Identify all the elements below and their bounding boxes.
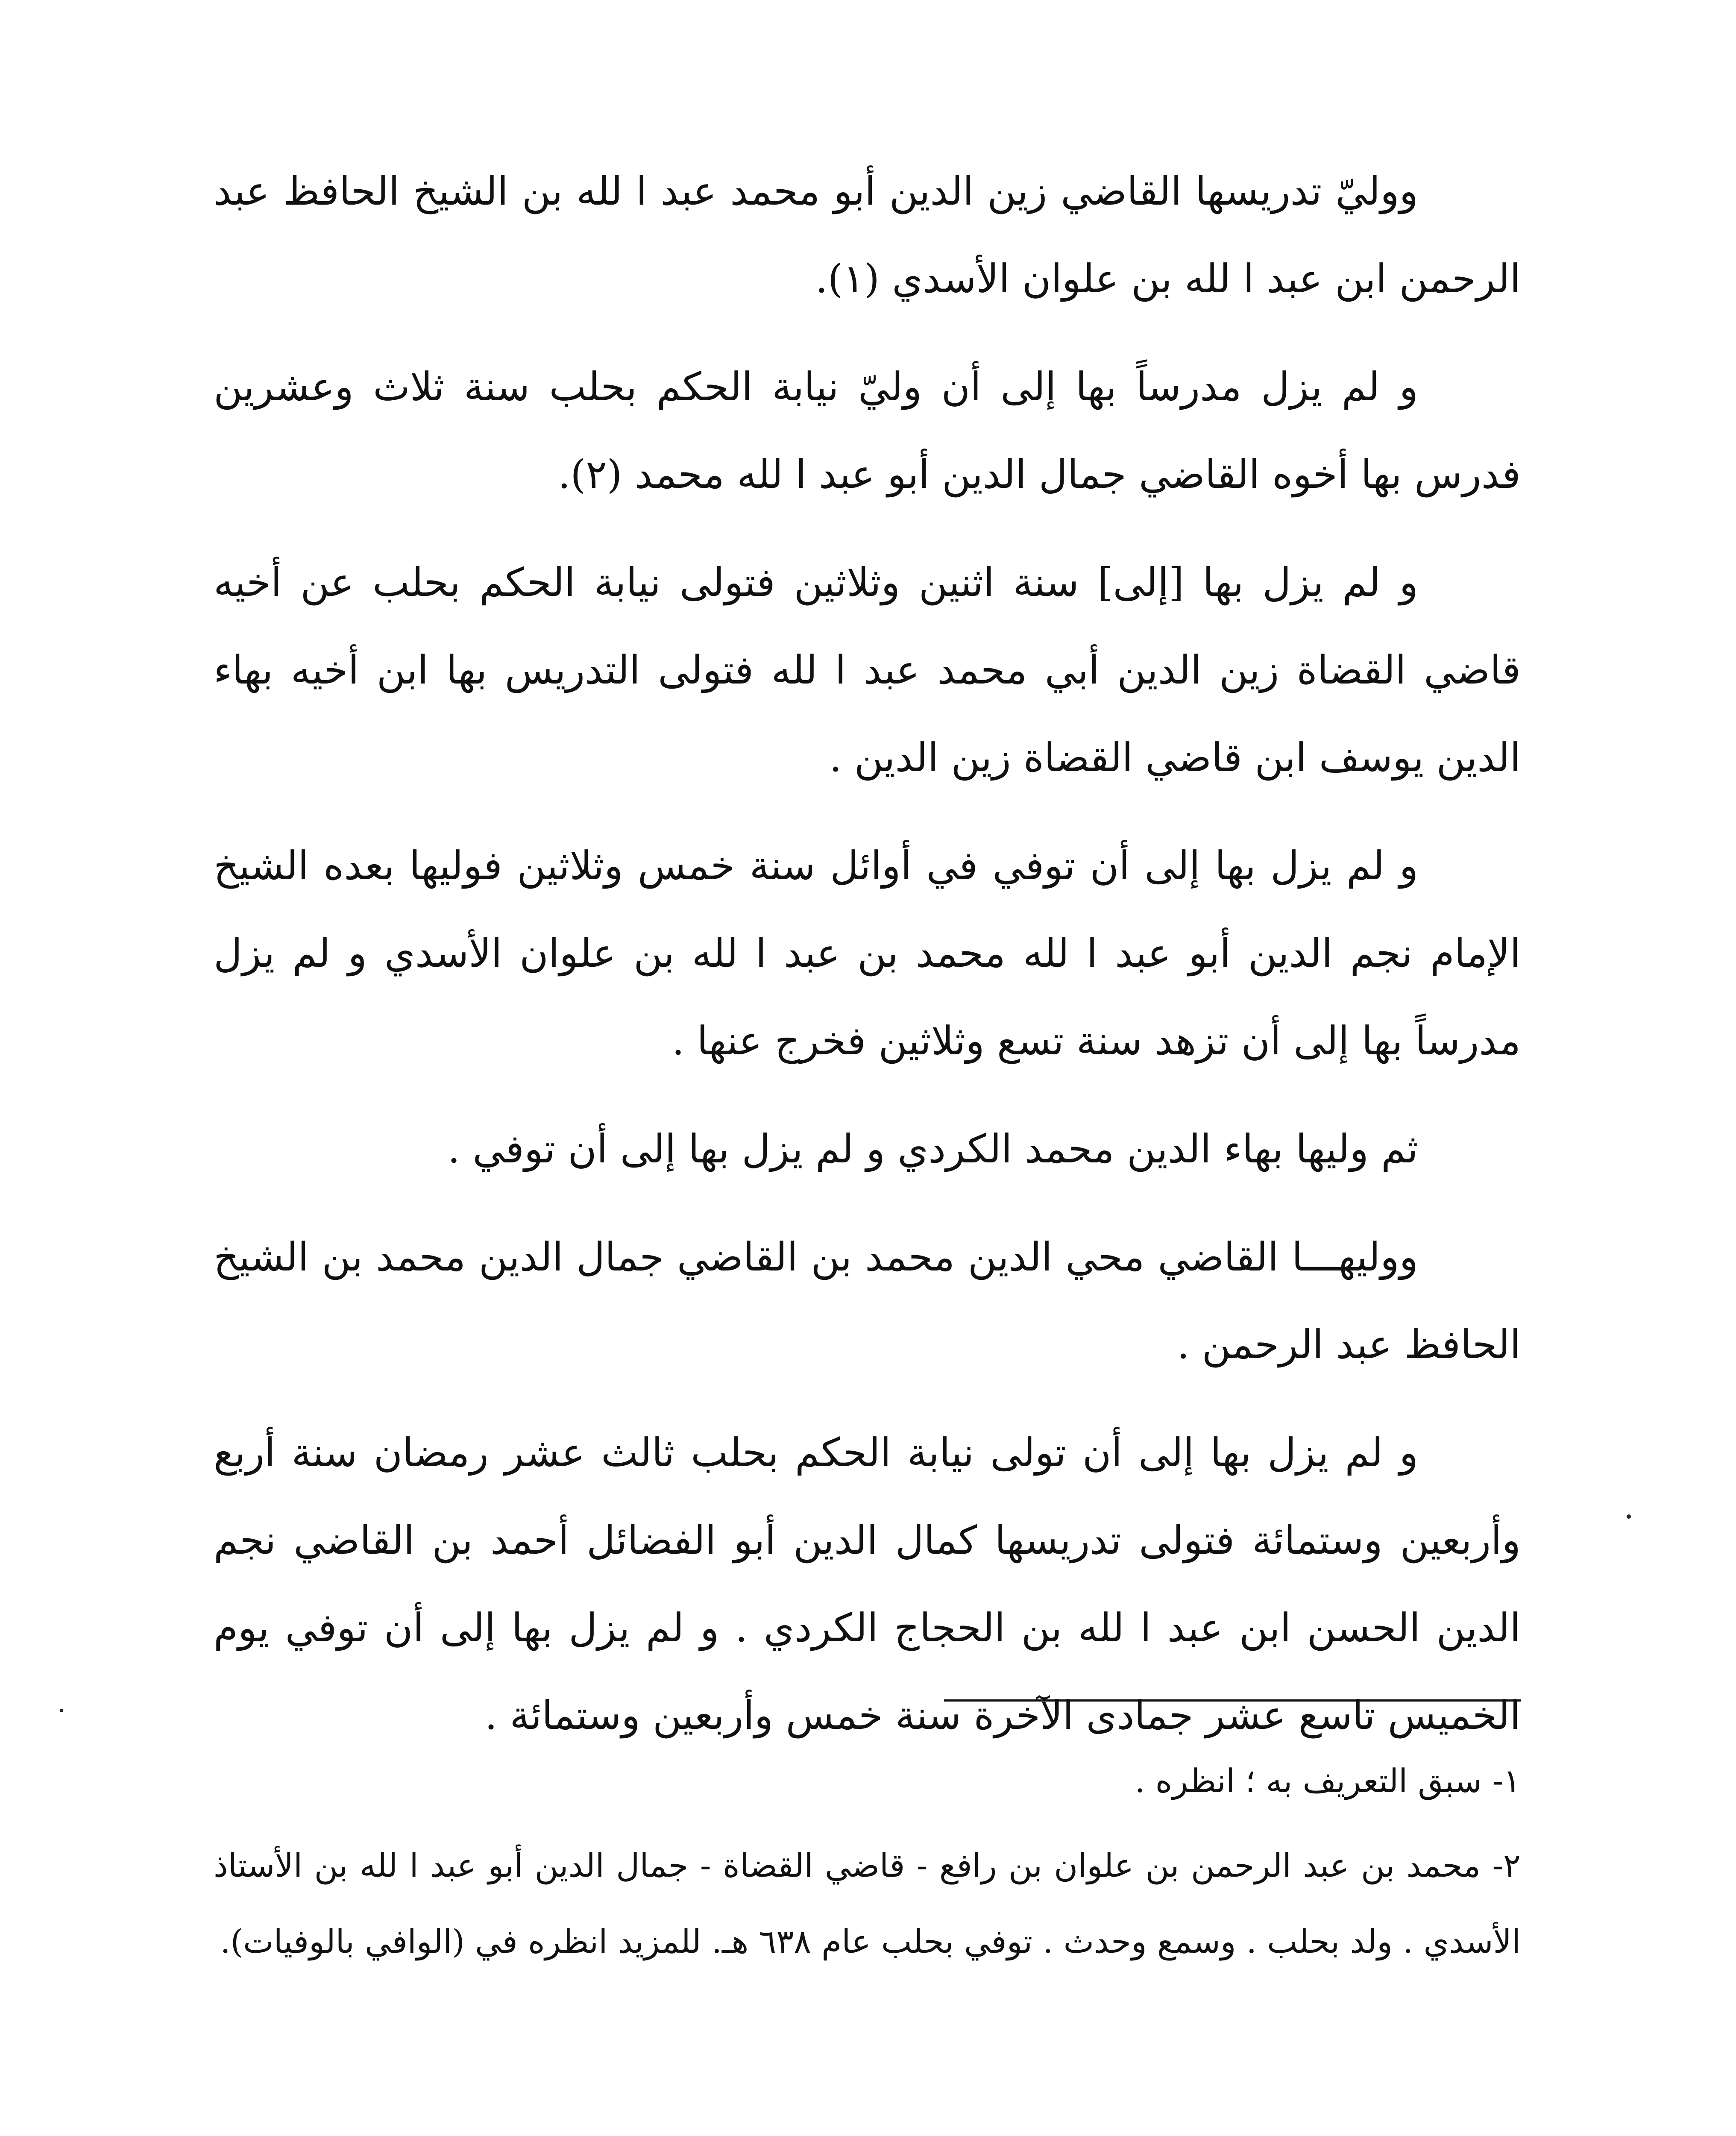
main-text-body	[214, 147, 1521, 1780]
footnote-1: ١- سبق التعريف به ؛ انظره .	[1135, 1762, 1521, 1800]
footnote-separator	[944, 1699, 1521, 1702]
footnotes	[214, 1743, 1521, 1988]
paragraph-6: ووليهـــا القاضي محي الدين محمد بن القاضي جمال الدين محمد بن الشيخ الحافظ عبد الرحمن .	[214, 1234, 1521, 1367]
paragraph-3: و لم يزل بها [إلى] سنة اثنين وثلاثين فتولى نيابة الحكم بحلب عن أخيه قاضي القضاة زين الدين أبي محمد عبد ا لله فتولى التدريس بها ابن أخيه بهاء الدين يوسف ابن قاضي القضاة زين الدين .	[214, 560, 1521, 780]
footnote-2: ٢- محمد بن عبد الرحمن بن علوان بن رافع - قاضي القضاة - جمال الدين أبو عبد ا لله بن الأستاذ الأسدي . ولد بحلب . وسمع وحدث . توفي بحلب عام ٦٣٨ هـ. للمزيد انظره في (الوافي بالوفيات).	[214, 1846, 1521, 1960]
paragraph-7: و لم يزل بها إلى أن تولى نيابة الحكم بحلب ثالث عشر رمضان سنة أربع وأربعين وستمائة فتولى تدريسها كمال الدين أبو الفضائل أحمد بن القاضي نجم الدين الحسن ابن عبد ا لله بن الحجاج الكردي . و لم يزل بها إلى أن توفي يوم الخميس تاسع عشر جمادى الآخرة سنة خمس وأربعين وستمائة .	[214, 1430, 1521, 1738]
paragraph-2: و لم يزل مدرساً بها إلى أن وليّ نيابة الحكم بحلب سنة ثلاث وعشرين فدرس بها أخوه القاضي جمال الدين أبو عبد ا لله محمد (٢).	[214, 364, 1521, 497]
paragraph-1: ووليّ تدريسها القاضي زين الدين أبو محمد عبد ا لله بن الشيخ الحافظ عبد الرحمن ابن عبد ا لله بن علوان الأسدي (١).	[214, 168, 1521, 302]
scan-speck	[60, 1709, 63, 1712]
paragraph-4: و لم يزل بها إلى أن توفي في أوائل سنة خمس وثلاثين فوليها بعده الشيخ الإمام نجم الدين أبو عبد ا لله محمد بن عبد ا لله بن علوان الأسدي و لم يزل مدرساً بها إلى أن تزهد سنة تسع وثلاثين فخرج عنها .	[214, 843, 1521, 1064]
scan-speck	[1627, 1514, 1631, 1519]
paragraph-5: ثم وليها بهاء الدين محمد الكردي و لم يزل بها إلى أن توفي .	[447, 1126, 1418, 1172]
